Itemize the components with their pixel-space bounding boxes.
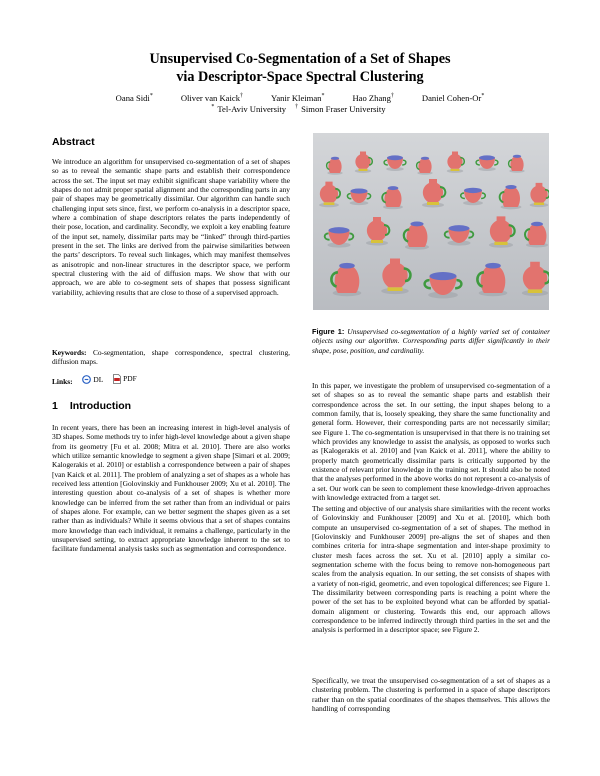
intro-right-paragraph-1: In this paper, we investigate the problem of unsupervised co-segmentation of a set of shapes so as to reveal the semantic shape parts and establish their correspondence across the set. In our setting, the input shapes belong to a common family, that is, loosely speaking, they share the same functionality and general form. However, their corresponding parts are not necessarily similar; see Figure 1. The co-segmentation is unsupervised in that there is no training set which provides any knowledge to assist the analysis, as opposed to works such as [Kalogerakis et al. 2010] and [van Kaick et al. 2011], where the ability to properly match geometrically dissimilar parts is critically supported by the existence of relevant prior knowledge in the training set. It should also be noted that the analyses performed in the above works do not represent a co-analysis of a set. Our work can be seen to complement these knowledge-driven approaches with knowledge extracted from a target set. — [312, 381, 550, 503]
author-name: Hao Zhang† — [352, 93, 394, 103]
affiliation: * Tel-Aviv University — [211, 104, 287, 114]
dl-link[interactable] — [82, 375, 103, 384]
title-line-2: via Descriptor-Space Spectral Clustering — [176, 69, 424, 85]
section-title: Introduction — [69, 400, 132, 412]
intro-right-paragraph-3: Specifically, we treat the unsupervised co-segmentation of a set of shapes as a clustering problem. The clustering is performed in a space of shape descriptors rather than on the spatial coordinates of the shapes themselves. This allows the handling of corresponding — [312, 676, 550, 714]
keywords — [52, 348, 290, 367]
affiliation: † Simon Fraser University — [295, 104, 386, 114]
introduction-heading — [52, 400, 131, 412]
links-row — [52, 374, 290, 386]
paper-title — [0, 50, 600, 86]
author-list — [0, 93, 600, 104]
abstract-heading: Abstract — [52, 136, 95, 148]
author-name: Daniel Cohen-Or* — [421, 93, 485, 103]
figure-caption-text: Unsupervised co-segmentation of a highly varied set of container objects using our algorithm. Corresponding parts differ significantly in their shape, pose, position, and cardinality. — [312, 327, 550, 355]
figure-1-caption — [312, 327, 550, 355]
links-label: Links: — [52, 377, 73, 386]
abstract-text: We introduce an algorithm for unsupervised co-segmentation of a set of shapes so as to reveal the semantic shape parts and establish their correspondence across the set. The input set may exhibit significant shape variability where the shapes do not admit proper spatial alignment and the corresponding parts in any pair of shapes may be geometrically dissimilar. Our algorithm can handle such challenging input sets since, first, we perform co-analysis in a descriptor space, where a combination of shape descriptors relates the parts independently of their pose, location, and cardinality. Secondly, we exploit a key enabling feature of the input set, namely, dissimilar parts may be “linked” through third-parties present in the set. The links are derived from the pairwise similarities between the parts’ descriptors. To reveal such linkages, which may manifest themselves as anisotropic and non-linear structures in the descriptor space, we perform spectral clustering with the aid of diffusion maps. We show that with our approach, we are able to co-segment sets of shapes that possess significant variability, achieving results that are close to those of a supervised approach. — [52, 157, 290, 297]
keywords-text: Co-segmentation, shape correspondence, spectral clustering, diffusion maps. — [52, 348, 290, 367]
pdf-icon — [113, 374, 121, 384]
title-line-1: Unsupervised Co-Segmentation of a Set of Shapes — [149, 51, 451, 67]
figure-1-image — [313, 133, 549, 310]
author-name: Oana Sidi* — [115, 93, 153, 103]
author-name: Oliver van Kaick† — [180, 93, 243, 103]
pdf-link[interactable] — [113, 374, 137, 384]
keywords-label: Keywords: — [52, 348, 87, 357]
container-objects-render — [313, 133, 549, 310]
dl-link-label: DL — [93, 374, 104, 384]
dl-icon — [82, 375, 91, 384]
affiliation-list — [0, 104, 600, 115]
pdf-link-label: PDF — [123, 374, 137, 384]
figure-label: Figure 1: — [312, 327, 345, 336]
section-number: 1 — [52, 400, 58, 412]
intro-left-paragraph: In recent years, there has been an increasing interest in high-level analysis of 3D shapes. Some methods try to infer high-level knowledge about a given shape from its geometry [Fu et al. 2008; Mitra et al. 2010]. There are also works which utilize semantic knowledge to segment a given shape [Simari et al. 2009; Kalogerakis et al. 2010] or establish a correspondence between a pair of shapes [van Kaick et al. 2011]. The problem of analyzing a set of shapes as a whole has received less attention [Golovinskiy and Funkhouser 2009; Xu et al. 2010]. The interesting question about co-analysis of a set of shapes is whether more knowledge can be inferred from the set rather than from an individual or pairs of shapes alone. For example, can we better segment the shapes given as a set rather than as individuals? While it seems obvious that a set of shapes contains more knowledge than each individual, it remains a challenge, particularly in the unsupervised setting, to extract appropriate knowledge inherent to the set to facilitate fundamental analysis tasks such as segmentation and correspondence. — [52, 423, 290, 554]
intro-right-paragraph-2: The setting and objective of our analysis share similarities with the recent works of Golovinskiy and Funkhouser [2009] and Xu et al. [2010], which both compute an unsupervised co-segmentation of a set of shapes. The method in [Golovinskiy and Funkhouser 2009] pre-aligns the set of shapes and then combines criteria for intra-shape segmentation and inter-shape proximity to cluster mesh faces across the set. Xu et al. [2010] apply a similar co-segmentation scheme with the focus being to remove non-homogeneous part scales from the analysis equation. In our setting, the set consists of shapes with a variety of non-rigid, geometric, and even topological differences; see Figure 1. The dissimilarity between corresponding parts is reaching a point where the power of the set has to be exploited beyond what can be afforded by spatial-domain alignment or clustering. Towards this end, our approach allows correspondence to be inferred indirectly through third parties in the set and the analysis is performed in a descriptor space; see Figure 2. — [312, 504, 550, 635]
author-name: Yanir Kleiman* — [271, 93, 325, 103]
